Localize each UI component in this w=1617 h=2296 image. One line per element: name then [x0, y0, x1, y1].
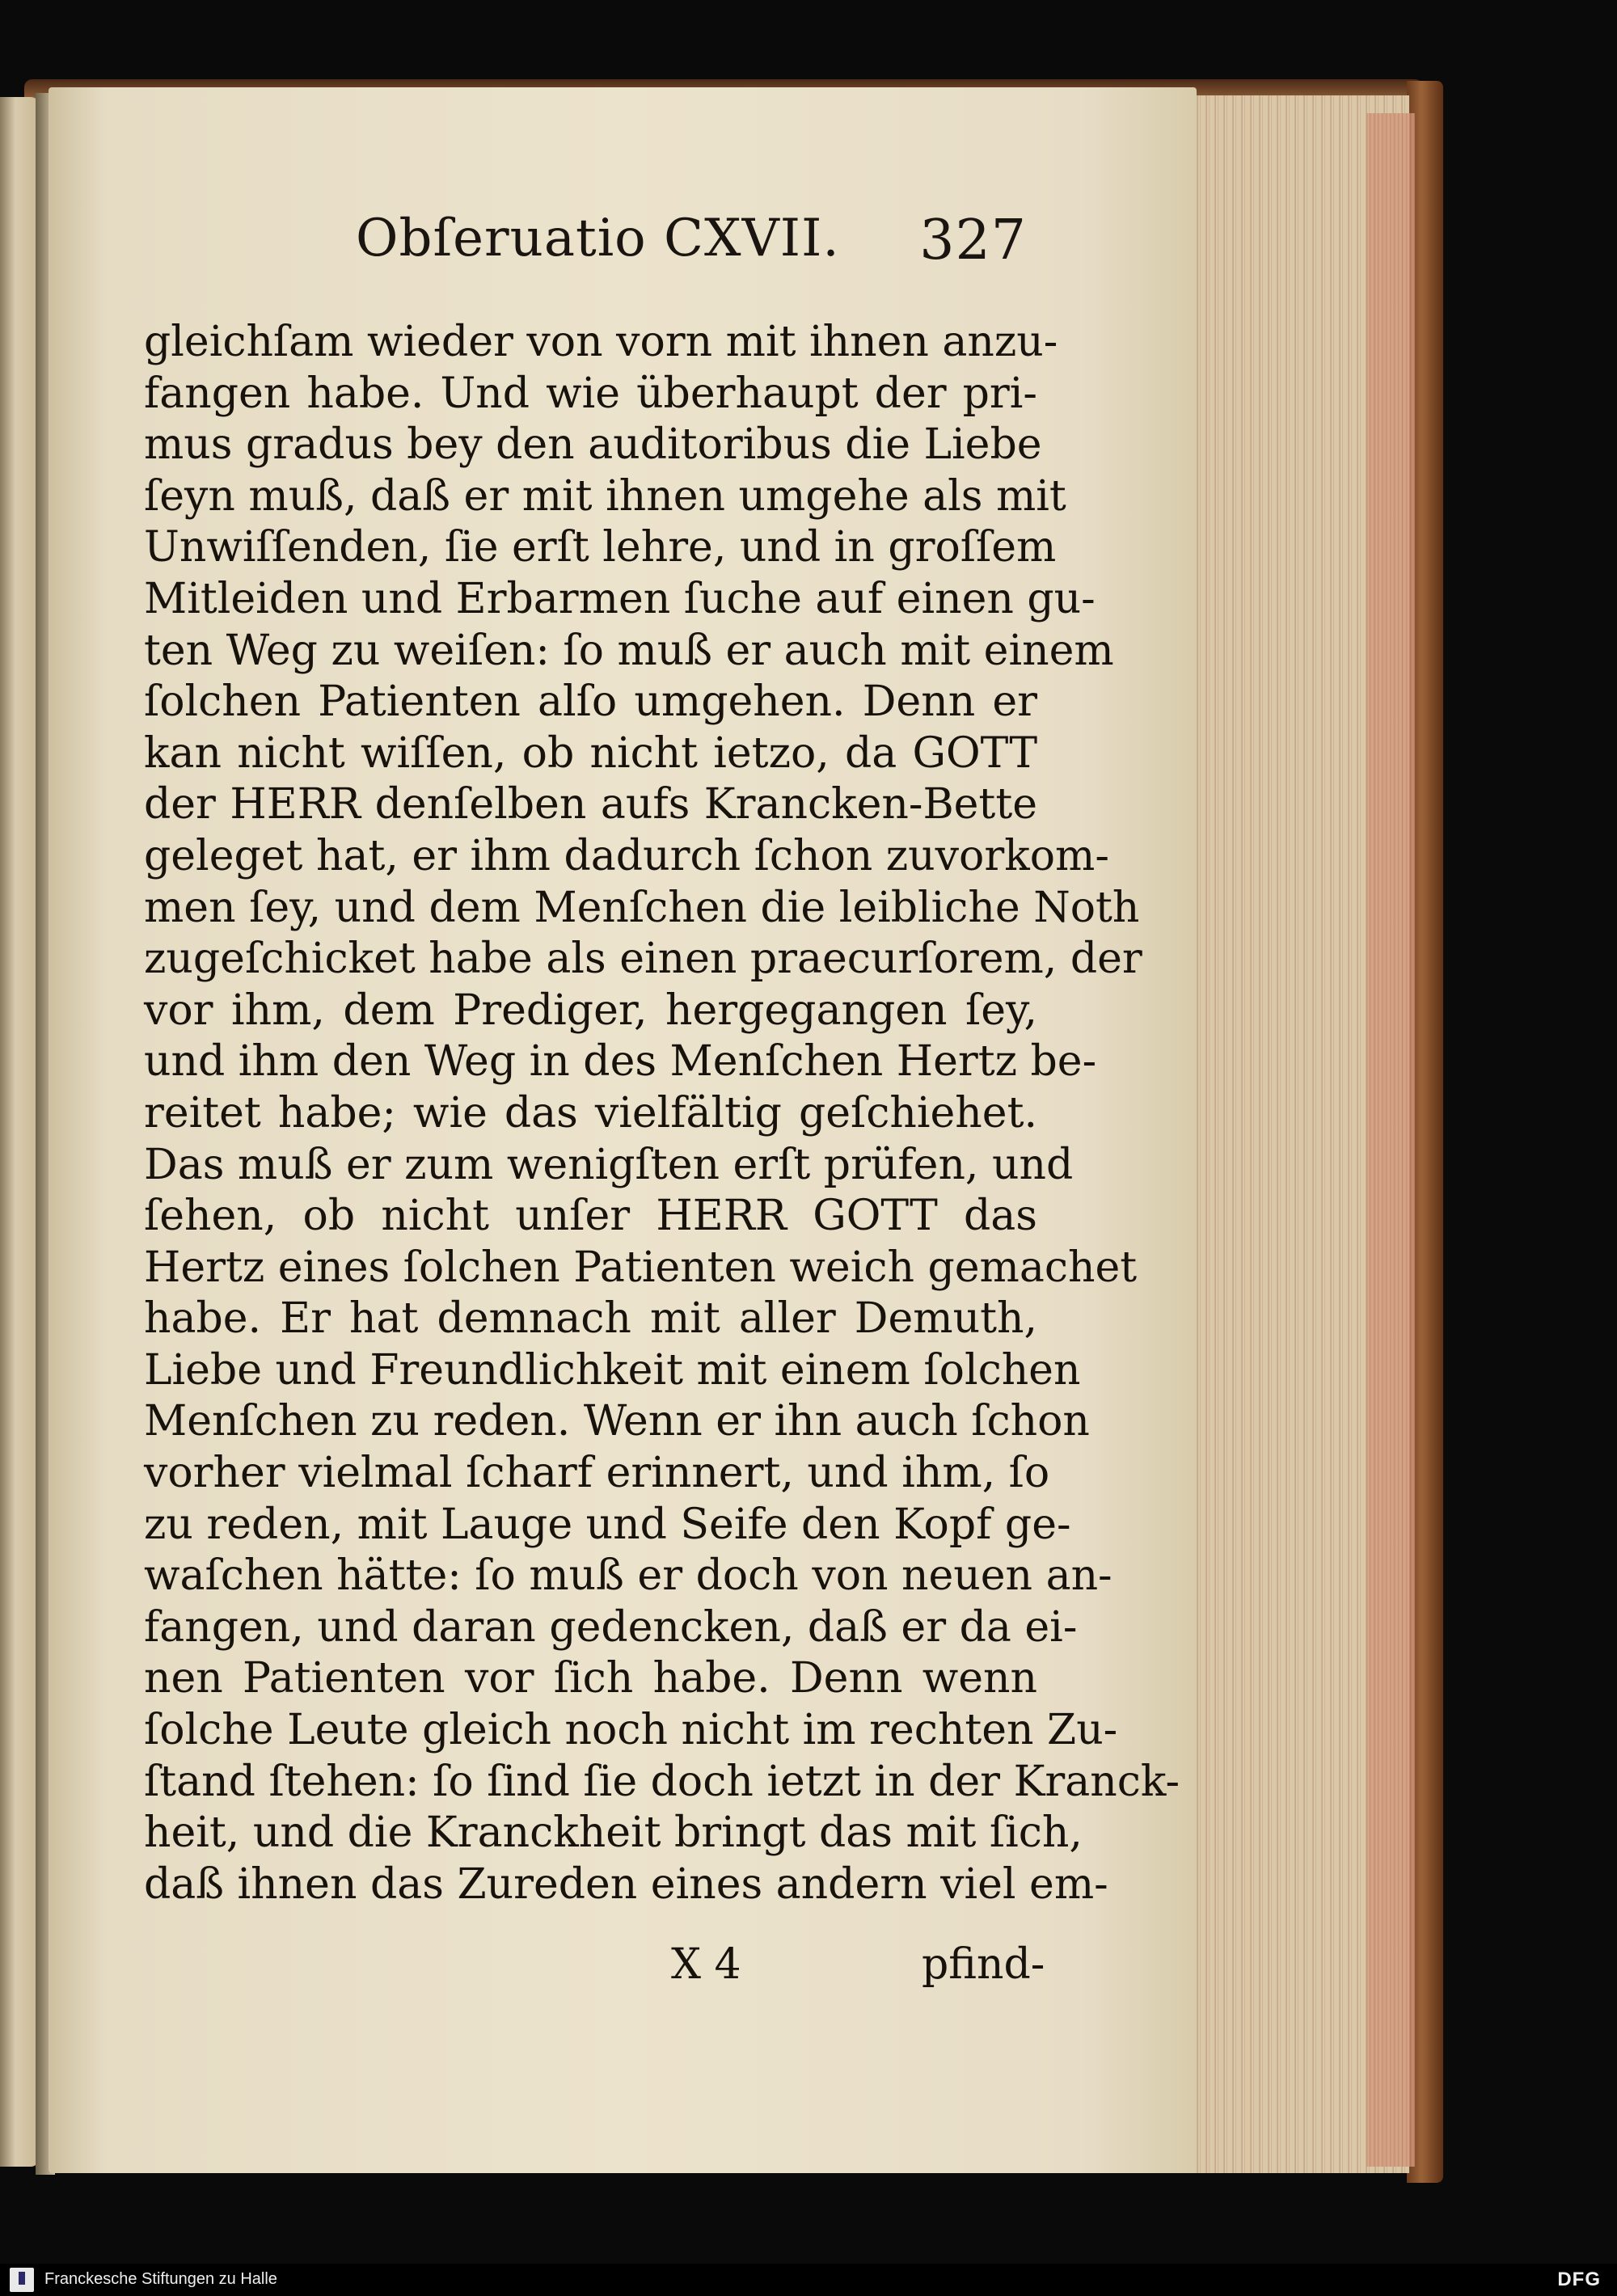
text-line: waſchen hätte: ſo muß er doch von neuen an-: [144, 1551, 1112, 1601]
text-line: ſeyn muß, daß er mit ihnen umgehe als mit: [144, 471, 1066, 521]
catchword: pfind-: [922, 1940, 1045, 1989]
text-line: ten Weg zu weiſen: ſo muß er auch mit einem: [144, 626, 1114, 675]
text-line: nen Patienten vor ſich habe. Denn wenn: [144, 1654, 1037, 1703]
institution-logo-icon: [10, 2268, 34, 2292]
running-title: Obſeruatio CXVII.: [356, 209, 840, 268]
page-fore-edge-tint: [1366, 113, 1415, 2167]
text-line: ſehen, ob nicht unſer HERR GOTT das: [144, 1192, 1037, 1241]
text-line: geleget hat, er ihm dadurch ſchon zuvorkom-: [144, 831, 1109, 880]
text-line: zugeſchicket habe als einen praecurſorem, der: [144, 935, 1142, 984]
text-line: ſolchen Patienten alſo umgehen. Denn er: [144, 677, 1037, 727]
signature-mark: X 4: [671, 1940, 741, 1989]
text-line: gleichſam wieder von vorn mit ihnen anzu-: [144, 318, 1058, 366]
text-line: daß ihnen das Zureden eines andern viel em-: [144, 1859, 1108, 1909]
institution-name: Franckesche Stiftungen zu Halle: [44, 2270, 277, 2288]
text-line: fangen, und daran gedencken, daß er da ei-: [144, 1602, 1078, 1652]
text-line: vor ihm, dem Prediger, hergegangen ſey,: [144, 986, 1037, 1035]
running-header: [356, 192, 1027, 273]
previous-page-edge: [0, 97, 39, 2167]
text-line: Menſchen zu reden. Wenn er ihn auch ſchon: [144, 1397, 1090, 1446]
text-line: Mitleiden und Erbarmen ſuche auf einen gu-: [144, 574, 1096, 623]
dfg-logo: DFG: [1557, 2269, 1601, 2290]
text-line: heit, und die Kranckheit bringt das mit ſich,: [144, 1809, 1083, 1858]
text-line: zu reden, mit Lauge und Seife den Kopf ge-: [144, 1500, 1071, 1549]
text-line: vorher vielmal ſcharf erinnert, und ihm, ſo: [144, 1449, 1050, 1498]
text-line: habe. Er hat demnach mit aller Demuth,: [144, 1294, 1037, 1344]
text-line: der HERR denſelben aufs Krancken-Bette: [144, 780, 1037, 829]
text-line: reitet habe; wie das vielfältig geſchiehet.: [144, 1088, 1037, 1137]
text-line: men ſey, und dem Menſchen die leibliche Noth: [144, 883, 1140, 932]
text-line: mus gradus bey den auditoribus die Liebe: [144, 420, 1042, 470]
text-line: und ihm den Weg in des Menſchen Hertz be-: [144, 1037, 1097, 1087]
text-line: Liebe und Freundlichkeit mit einem ſolchen: [144, 1345, 1081, 1395]
text-line: ſolche Leute gleich noch nicht im rechten Zu-: [144, 1706, 1118, 1755]
footer-bar: [0, 2264, 1617, 2296]
text-line: ſtand ſtehen: ſo ſind ſie doch ietzt in der Kranck-: [144, 1757, 1180, 1806]
text-line: Unwiſſenden, ſie erſt lehre, und in groſſem: [144, 523, 1057, 572]
text-line: Hertz eines ſolchen Patienten weich gemachet: [144, 1243, 1138, 1292]
body-text: [144, 317, 1180, 1910]
text-line: kan nicht wiſſen, ob nicht ietzo, da GOTT: [144, 728, 1037, 778]
text-line: Das muß er zum wenigſten erſt prüfen, und: [144, 1140, 1074, 1189]
page-number: 327: [919, 209, 1027, 272]
text-line: fangen habe. Und wie überhaupt der pri-: [144, 369, 1037, 418]
